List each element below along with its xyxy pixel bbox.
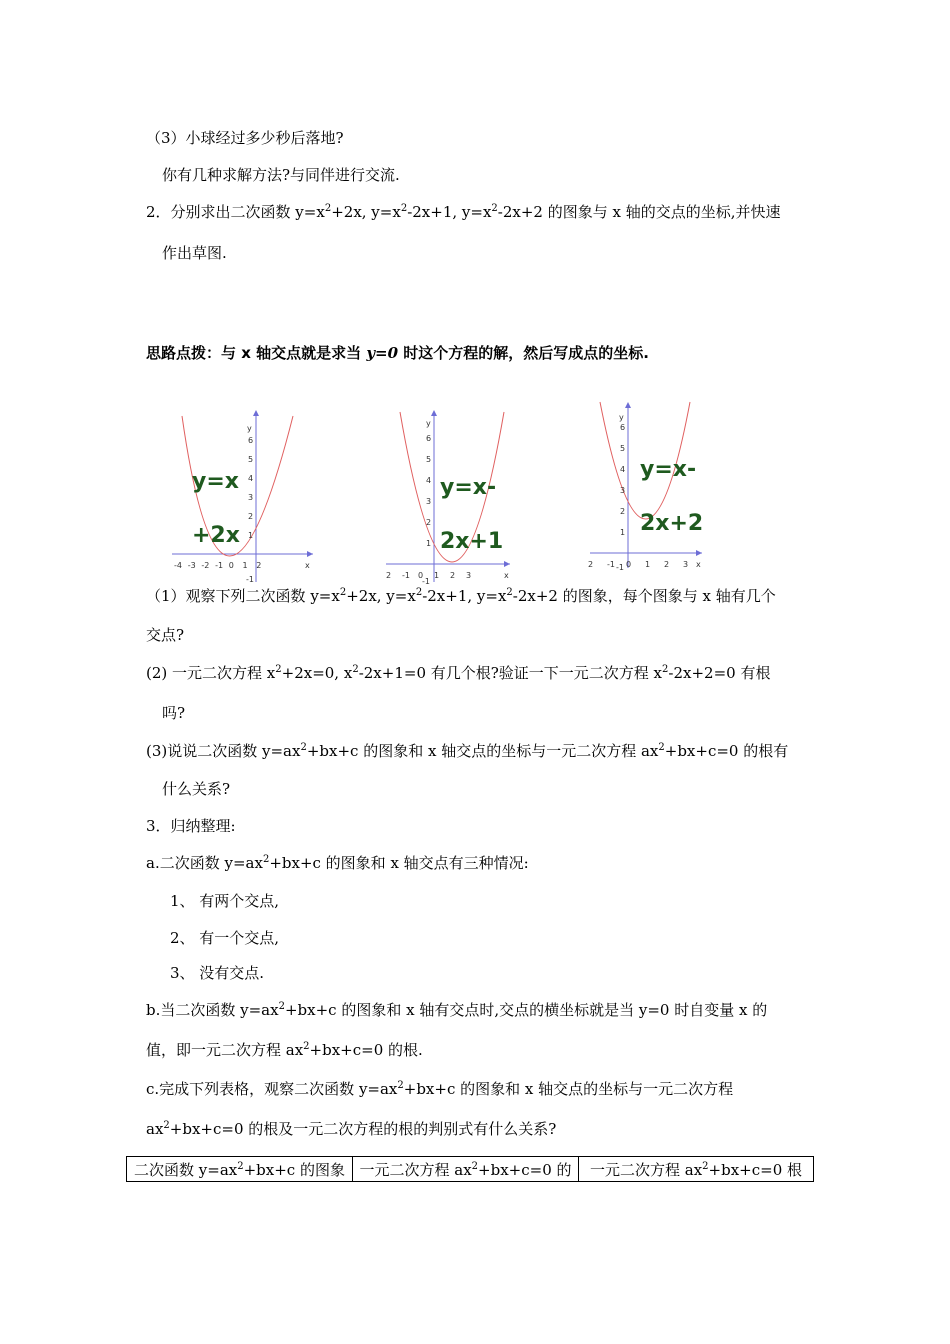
c-cont-line: $ax^2+bx+c=0$ 的根及一元二次方程的根的判别式有什么关系? — [146, 1120, 557, 1138]
g2-y-axis-label: y — [426, 419, 431, 428]
g3-x-tick: 2 — [588, 560, 594, 569]
g1-y-tick: 6 — [248, 436, 254, 445]
g2-y-tick: 1 — [426, 539, 432, 548]
hint-line: 思路点拨：与 x 轴交点就是求当 y=0 时这个方程的解，然后写成点的坐标. — [146, 344, 650, 362]
g3-x-tick: -1 — [607, 560, 615, 569]
g2-y-tick: 6 — [426, 434, 432, 443]
table-header-graph: 二次函数 $y=ax^2+bx+c$ 的图象 — [127, 1157, 353, 1182]
graph-2 — [382, 406, 522, 586]
g2-x-tick: 0 — [418, 571, 424, 580]
g1-x-tick: -4 — [174, 561, 182, 570]
c-line: c.完成下列表格，观察二次函数 $y=ax^2+bx+c$ 的图象和 x 轴交点的坐标与一元二次方程 — [146, 1080, 734, 1098]
g1-x-tick: 0 — [228, 561, 234, 570]
graph-1 — [168, 406, 318, 586]
g2-y-tick: 2 — [426, 518, 432, 527]
g3-x-tick: 3 — [683, 560, 689, 569]
b-cont-line: 值，即一元二次方程 $ax^2+bx+c=0$ 的根. — [146, 1041, 423, 1059]
p1-cont-line: 交点? — [146, 626, 185, 644]
g1-equation-part2: +2x — [192, 523, 240, 548]
g2-y-neg-tick: -1 — [422, 577, 430, 586]
g1-x-tick: -3 — [187, 561, 196, 570]
g2-x-tick: 2 — [386, 571, 392, 580]
g3-x-tick: 1 — [645, 560, 651, 569]
a2-line: 2、 有一个交点, — [170, 929, 280, 947]
g2-x-tick: 2 — [450, 571, 456, 580]
graph-3 — [586, 398, 716, 573]
p3-line: (3)说说二次函数 $y=ax^2+bx+c$ 的图象和 x 轴交点的坐标与一元二次方程 $ax^2+bx+c=0$ 的根有 — [146, 742, 789, 760]
g3-y-tick: 2 — [620, 507, 626, 516]
item2-cont-line: 作出草图. — [162, 244, 227, 262]
g1-y-tick: 4 — [248, 474, 254, 483]
g3-x-axis-label: x — [696, 560, 701, 569]
g2-equation-part1: y=x- — [440, 475, 497, 500]
a1-line: 1、 有两个交点, — [170, 892, 280, 910]
p2-line: (2) 一元二次方程 $x^2+2x=0$, $x^2-2x+1=0$ 有几个根?验证一下一元二次方程 $x^2-2x+2=0$ 有根 — [146, 664, 771, 682]
g3-y-neg-tick: -1 — [616, 563, 624, 572]
g1-y-neg-tick: -1 — [246, 575, 254, 584]
item3-line: 3．归纳整理: — [146, 817, 236, 835]
g3-equation-part1: y=x- — [640, 457, 697, 482]
g1-y-tick: 5 — [248, 455, 254, 464]
g3-y-tick: 3 — [620, 486, 626, 495]
g2-y-tick: 4 — [426, 476, 432, 485]
a3-line: 3、 没有交点. — [170, 964, 265, 982]
g1-x-tick: -1 — [215, 561, 224, 570]
g2-x-tick: -1 — [402, 571, 410, 580]
g1-x-tick: -2 — [201, 561, 210, 570]
g3-equation-part2: 2x+2 — [640, 511, 704, 536]
g2-x-tick: 1 — [434, 571, 440, 580]
g2-x-tick: 3 — [466, 571, 472, 580]
g1-x-tick: 1 — [242, 561, 248, 570]
g2-equation-part2: 2x+1 — [440, 529, 504, 554]
g3-x-tick: 0 — [626, 560, 632, 569]
g2-y-tick: 5 — [426, 455, 432, 464]
g3-y-tick: 4 — [620, 465, 626, 474]
summary-table — [126, 1156, 814, 1182]
p2-cont-line: 吗? — [162, 704, 186, 722]
p3-cont-line: 什么关系? — [162, 780, 231, 798]
table-header-roots: 一元二次方程 $ax^2+bx+c=0$ 的 — [353, 1157, 579, 1182]
g2-x-axis-label: x — [504, 571, 509, 580]
g2-y-tick: 3 — [426, 497, 432, 506]
g1-x-tick: 2 — [256, 561, 262, 570]
g1-x-axis-label: x — [305, 561, 310, 570]
p1-line: （1）观察下列二次函数 $y=x^2+2x$, $y=x^2-2x+1$, $y=x^2-2x+2$ 的图象，每个图象与 x 轴有几个 — [146, 587, 776, 605]
g3-y-axis-label: y — [619, 413, 624, 422]
q3b-line: 你有几种求解方法?与同伴进行交流. — [162, 166, 400, 184]
g1-equation-part1: y=x — [192, 469, 239, 494]
g3-x-tick: 2 — [664, 560, 670, 569]
g1-y-tick: 3 — [248, 493, 254, 502]
b-line: b.当二次函数 $y=ax^2+bx+c$ 的图象和 x 轴有交点时,交点的横坐标就是当 y=0 时自变量 x 的 — [146, 1001, 768, 1019]
a-line: a.二次函数 $y=ax^2+bx+c$ 的图象和 x 轴交点有三种情况: — [146, 854, 529, 872]
g3-y-tick: 1 — [620, 528, 626, 537]
q3-line: （3）小球经过多少秒后落地? — [146, 129, 344, 147]
table-row — [127, 1157, 814, 1182]
item2-line: 2．分别求出二次函数 $y=x^2+2x$, $y=x^2-2x+1$, $y=x^2-2x+2$ 的图象与 x 轴的交点的坐标,并快速 — [146, 203, 781, 221]
g1-y-tick: 1 — [248, 531, 254, 540]
g1-y-tick: 2 — [248, 512, 254, 521]
table-header-discriminant: 一元二次方程 $ax^2+bx+c=0$ 根 — [579, 1157, 814, 1182]
g3-y-tick: 5 — [620, 444, 626, 453]
g1-y-axis-label: y — [247, 424, 252, 433]
g3-y-tick: 6 — [620, 423, 626, 432]
